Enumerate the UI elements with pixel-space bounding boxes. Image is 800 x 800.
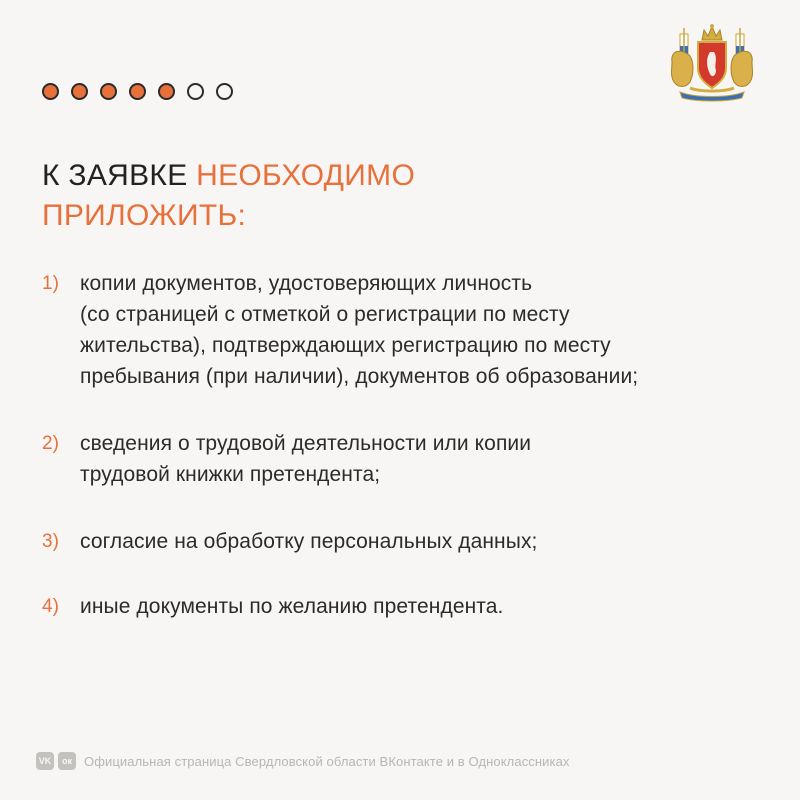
page-title [42, 156, 602, 236]
list-item-line: сведения о трудовой деятельности или копии [80, 432, 532, 455]
progress-dot-1 [42, 83, 59, 100]
list-item [42, 526, 772, 557]
progress-dots [42, 83, 233, 100]
list-item-number: 4) [42, 596, 59, 617]
sverdlovsk-coat-of-arms-icon [660, 22, 764, 104]
title-part-dark: К ЗАЯВКЕ [42, 159, 197, 192]
list-item-number: 1) [42, 273, 59, 294]
list-item-line: согласие на обработку персональных данных; [80, 530, 538, 553]
requirements-list [42, 268, 772, 658]
list-item-number: 2) [42, 433, 59, 454]
list-item [42, 591, 772, 622]
list-item-number: 3) [42, 531, 59, 552]
list-item-line: (со страницей с отметкой о регистрации по месту [80, 303, 570, 326]
progress-dot-4 [129, 83, 146, 100]
odnoklassniki-icon[interactable]: ок [58, 752, 76, 770]
list-item-text [80, 428, 531, 490]
list-item-line: копии документов, удостоверяющих личность [80, 272, 533, 295]
list-item-text [80, 526, 537, 557]
progress-dot-3 [100, 83, 117, 100]
list-item-line: иные документы по желанию претендента. [80, 595, 504, 618]
list-item-text [80, 591, 504, 622]
footer [36, 752, 570, 770]
title-part-accent: НЕОБХОДИМО ПРИЛОЖИТЬ: [42, 159, 416, 232]
list-item-line: пребывания (при наличии), документов об образовании; [80, 365, 639, 388]
list-item-line: трудовой книжки претендента; [80, 463, 381, 486]
vk-icon[interactable]: VK [36, 752, 54, 770]
list-item-line: жительства), подтверждающих регистрацию по месту [80, 334, 611, 357]
progress-dot-7 [216, 83, 233, 100]
list-item [42, 268, 772, 392]
footer-text: Официальная страница Свердловской области ВКонтакте и в Одноклассниках [84, 753, 570, 769]
list-item [42, 428, 772, 490]
progress-dot-5 [158, 83, 175, 100]
progress-dot-6 [187, 83, 204, 100]
progress-dot-2 [71, 83, 88, 100]
list-item-text [80, 268, 638, 392]
